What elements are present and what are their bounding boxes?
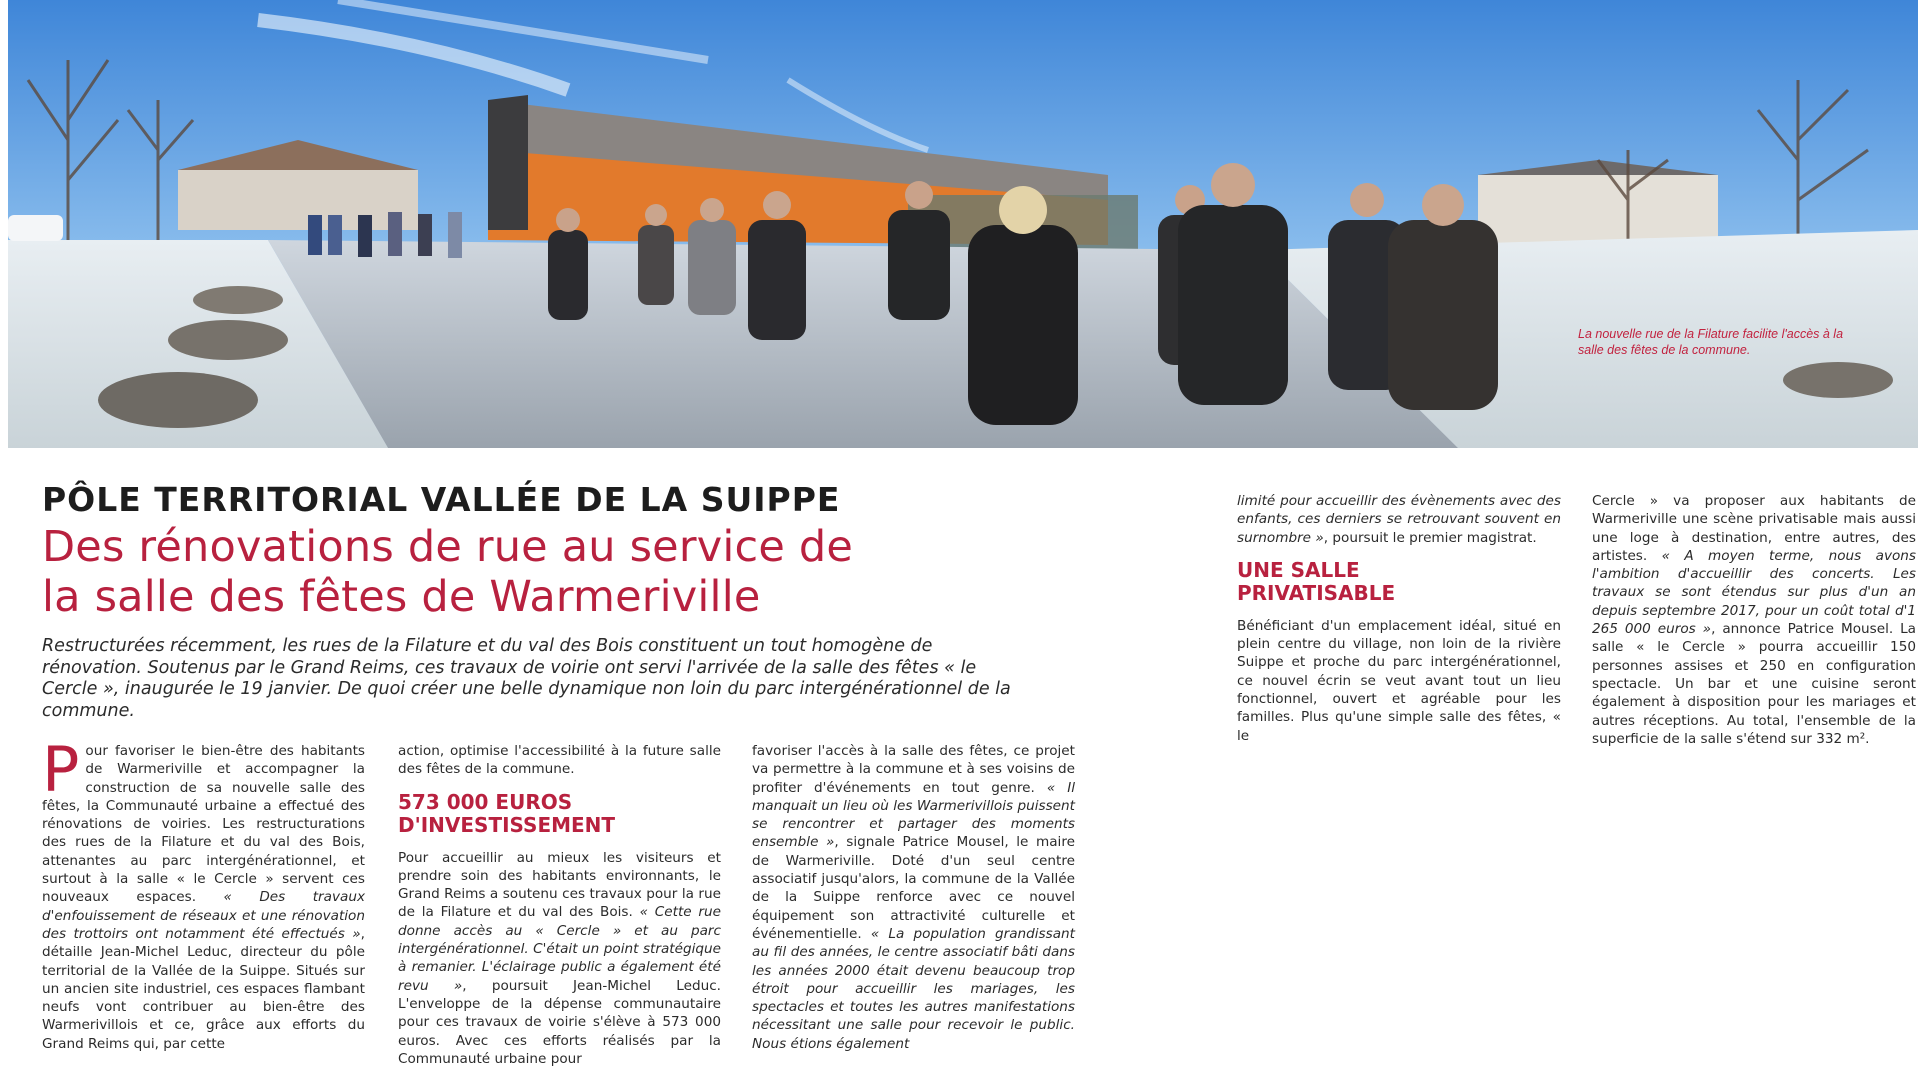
body-column-1	[42, 733, 365, 1053]
headline-line-1: Des rénovations de rue au service de	[42, 522, 854, 572]
body-column-3	[752, 742, 1075, 1053]
body-text: , poursuit Jean-Michel Leduc. L'enveloppe de la dépense communautaire pour ces travaux de voirie s'élève à 573 000 euros. Avec ces efforts réalisés par la Communauté urbaine pour	[398, 977, 722, 1067]
body-paragraph	[42, 733, 365, 1053]
body-text: our favoriser le bien-être des habitants de Warmeriville et accompagner la construction de sa nouvelle salle des fêtes, la Communauté urbaine a effectué des rénovations de voiries. Les restructurations des rues de la Filature et du val des Bois, attenantes au parc intergénérationnel, et surtout à la salle « le Cercle » servent ces nouveaux espaces.	[42, 743, 365, 906]
header-photo	[8, 0, 1918, 448]
subhead-line-2: PRIVATISABLE	[1237, 580, 1396, 605]
body-text: favoriser l'accès à la salle des fêtes, ce projet va permettre à la commune et à ses voisins de profiter d'événements en tout genre.	[752, 743, 1075, 796]
quote-text: « A moyen terme, nous avons l'ambition d'accueillir des concerts. Les travaux se sont étendus sur plus d'un an depuis septembre 2017, pour un coût total d'1 265 000 euros »	[1592, 547, 1916, 638]
body-text: , signale Patrice Mousel, le maire de Warmeriville. Doté d'un seul centre associatif jusqu'alors, la commune de la Vallée de la Suippe renforce avec ce nouvel équipement son attractivité culturelle et événementielle.	[752, 834, 1075, 942]
quote-text: « Des travaux d'enfouissement de réseaux et une rénovation des trottoirs ont notamment été effectués »	[42, 889, 365, 942]
subhead-line-1: 573 000 EUROS	[398, 789, 573, 814]
body-text: Cercle » va proposer aux habitants de Warmeriville une scène privatisable mais aussi une loge à destination, entre autres, des artistes.	[1592, 493, 1916, 564]
section-subhead	[1237, 559, 1561, 605]
body-column-5	[1592, 492, 1916, 748]
body-text: Bénéficiant d'un emplacement idéal, situé en plein centre du village, non loin de la rivière Suippe et proche du parc intergénérationnel, ce nouvel écrin se veut avant tout un lieu fonctionnel, ouvert et agréable pour les familles. Plus qu'une simple salle des fêtes, « le	[1237, 617, 1561, 744]
body-text: , détaille Jean-Michel Leduc, directeur du pôle territorial de la Vallée de la Suippe. Situés sur un ancien site industriel, ces espaces flambant neufs vont contribuer au bien-être des Warmerivillois et ce, grâce aux efforts du Grand Reims qui, par cette	[42, 925, 365, 1052]
quote-text: « La population grandissant au fil des années, le centre associatif bâti dans les années 2000 était devenu beaucoup trop étroit pour accueillir les mariages, les spectacles et toutes les autres manifestations nécessitant une salle pour recevoir le public. Nous étions également	[752, 925, 1075, 1052]
body-text: Pour accueillir au mieux les visiteurs et prendre soin des habitants environnants, le Grand Reims a soutenu ces travaux pour la rue de la Filature et du val des Bois.	[398, 849, 721, 921]
body-paragraph	[1237, 492, 1561, 547]
quote-text: « Il manquait un lieu où les Warmerivillois puissent se rencontrer et partager des moments ensemble »	[752, 779, 1075, 851]
quote-text: « Cette rue donne accès au « Cercle » et au parc intergénérationnel. C'était un point stratégique à remanier. L'éclairage public a également été revu »	[398, 904, 721, 994]
subhead-line-1: UNE SALLE	[1237, 557, 1360, 582]
drop-cap: P	[42, 733, 80, 806]
article-headline	[42, 522, 1042, 622]
quote-text: limité pour accueillir des évènements avec des enfants, ces derniers se retrouvant souvent en surnombre »	[1237, 493, 1561, 546]
headline-line-2: la salle des fêtes de Warmeriville	[42, 572, 761, 622]
photo-caption: La nouvelle rue de la Filature facilite l'accès à la salle des fêtes de la commune.	[1578, 327, 1844, 357]
body-text: , annonce Patrice Mousel. La salle « le Cercle » pourra accueillir 150 personnes assises et 250 en configuration spectacle. Un bar et une cuisine seront également à disposition pour les mariages et autres réceptions. Au total, l'ensemble de la superficie de la salle s'étend sur 332 m².	[1592, 621, 1917, 747]
article-lead: Restructurées récemment, les rues de la Filature et du val des Bois constituent un tout homogène de rénovation. Soutenus par le Grand Reims, ces travaux de voirie ont servi l'arrivée de la salle des fêtes « le Cercle », inaugurée le 19 janvier. De quoi créer une belle dynamique non loin du parc intergénérationnel de la commune.	[42, 636, 1011, 721]
subhead-line-2: D'INVESTISSEMENT	[398, 812, 616, 837]
body-text: action, optimise l'accessibilité à la future salle des fêtes de la commune.	[398, 743, 721, 778]
body-column-2	[398, 742, 721, 1068]
body-column-4	[1237, 492, 1561, 745]
body-paragraph	[752, 742, 1075, 1053]
body-paragraph	[1592, 492, 1916, 748]
photo-street-scene	[8, 0, 1918, 448]
body-text: , poursuit le premier magistrat.	[1323, 529, 1537, 546]
body-paragraph	[398, 849, 721, 1069]
article-kicker: PÔLE TERRITORIAL VALLÉE DE LA SUIPPE	[42, 480, 841, 519]
section-subhead	[398, 791, 721, 837]
